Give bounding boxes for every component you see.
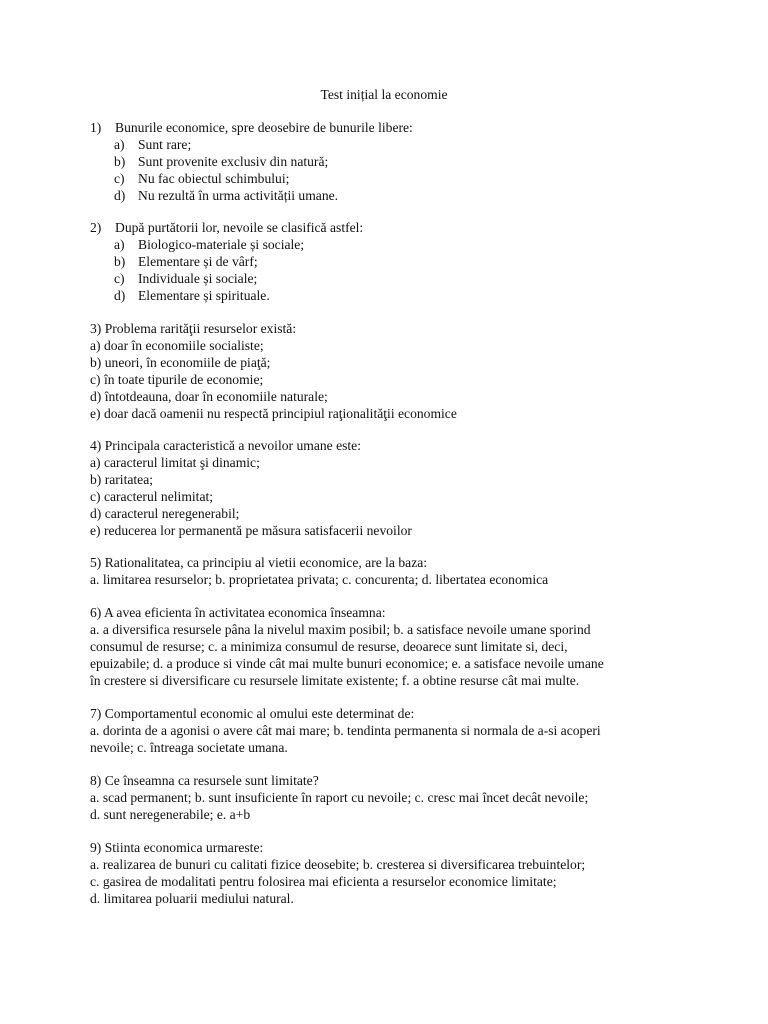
option-label: d) xyxy=(114,288,126,303)
option-item xyxy=(90,287,690,304)
option-text: Elementare și de vârf; xyxy=(138,254,258,269)
option-item xyxy=(90,136,690,153)
question-text: Bunurile economice, spre deosebire de bunurile libere: xyxy=(115,120,413,135)
answer-line: d) caracterul neregenerabil; xyxy=(90,506,240,521)
question-6 xyxy=(90,604,690,689)
question-text: 3) Problema rarităţii resurselor există: xyxy=(90,321,297,336)
answer-line: nevoile; c. întreaga societate umana. xyxy=(90,740,288,755)
option-text: Individuale și sociale; xyxy=(138,271,258,286)
answer-line: a. a diversifica resursele pâna la nivelul maxim posibil; b. a satisface nevoile umane sporind xyxy=(90,622,591,637)
answer-line: a) caracterul limitat şi dinamic; xyxy=(90,455,260,470)
question-2 xyxy=(90,219,690,304)
answer-line: d) întotdeauna, doar în economiile naturale; xyxy=(90,389,328,404)
answer-line: e) doar dacă oamenii nu respectă principiul raţionalităţii economice xyxy=(90,406,457,421)
option-item xyxy=(90,187,690,204)
option-label: b) xyxy=(114,254,126,269)
answer-line: a) doar în economiile socialiste; xyxy=(90,338,264,353)
question-number: 1) xyxy=(90,120,102,135)
question-7 xyxy=(90,705,690,756)
answer-line: c) caracterul nelimitat; xyxy=(90,489,214,504)
option-item xyxy=(90,170,690,187)
option-item xyxy=(90,270,690,287)
answer-line: a. limitarea resurselor; b. proprietatea privata; c. concurenta; d. libertatea economica xyxy=(90,572,549,587)
answer-line: b) uneori, în economiile de piaţă; xyxy=(90,355,271,370)
question-2-header xyxy=(90,219,690,236)
option-text: Elementare și spirituale. xyxy=(138,288,270,303)
option-text: Biologico-materiale și sociale; xyxy=(138,237,305,252)
option-text: Nu rezultă în urma activității umane. xyxy=(138,188,339,203)
option-label: a) xyxy=(114,237,125,252)
answer-line: în crestere si diversificare cu resursele limitate existente; f. a obtine resurse cât mai multe. xyxy=(90,673,580,688)
answer-line: c) în toate tipurile de economie; xyxy=(90,372,264,387)
answer-line: d. sunt neregenerabile; e. a+b xyxy=(90,807,251,822)
option-label: c) xyxy=(114,171,125,186)
question-text: 8) Ce înseamna ca resursele sunt limitate? xyxy=(90,773,319,788)
answer-line: a. dorinta de a agonisi o avere cât mai mare; b. tendinta permanenta si normala de a-si acoperi xyxy=(90,723,601,738)
question-8 xyxy=(90,772,690,823)
option-label: c) xyxy=(114,271,125,286)
question-4 xyxy=(90,437,690,539)
answer-line: c. gasirea de modalitati pentru folosirea mai eficienta a resurselor economice limitate; xyxy=(90,874,557,889)
answer-line: epuizabile; d. a produce si vinde cât mai multe bunuri economice; e. a satisface nevoile umane xyxy=(90,656,604,671)
option-list xyxy=(90,236,690,304)
option-label: b) xyxy=(114,154,126,169)
option-item xyxy=(90,236,690,253)
option-item xyxy=(90,153,690,170)
question-text: 7) Comportamentul economic al omului este determinat de: xyxy=(90,706,415,721)
question-text: După purtătorii lor, nevoile se clasifică astfel: xyxy=(115,220,364,235)
question-text: 5) Rationalitatea, ca principiu al vietii economice, are la baza: xyxy=(90,555,428,570)
question-text: 4) Principala caracteristică a nevoilor umane este: xyxy=(90,438,361,453)
question-1 xyxy=(90,119,690,204)
question-9 xyxy=(90,839,690,907)
answer-line: e) reducerea lor permanentă pe măsura satisfacerii nevoilor xyxy=(90,523,412,538)
option-label: d) xyxy=(114,188,126,203)
answer-line: a. scad permanent; b. sunt insuficiente în raport cu nevoile; c. cresc mai încet decât nevoile; xyxy=(90,790,589,805)
option-list xyxy=(90,136,690,204)
answer-line: a. realizarea de bunuri cu calitati fizice deosebite; b. cresterea si diversificarea trebuintelor; xyxy=(90,857,586,872)
answer-line: d. limitarea poluarii mediului natural. xyxy=(90,891,294,906)
page-title: Test inițial la economie xyxy=(320,87,448,102)
option-text: Sunt rare; xyxy=(138,137,192,152)
question-number: 2) xyxy=(90,220,102,235)
question-text: 6) A avea eficienta în activitatea economica înseamna: xyxy=(90,605,386,620)
question-text: 9) Stiinta economica urmareste: xyxy=(90,840,264,855)
answer-line: b) raritatea; xyxy=(90,472,154,487)
question-5 xyxy=(90,554,690,588)
option-text: Sunt provenite exclusiv din natură; xyxy=(138,154,329,169)
option-text: Nu fac obiectul schimbului; xyxy=(138,171,290,186)
question-3 xyxy=(90,320,690,422)
option-label: a) xyxy=(114,137,125,152)
answer-line: consumul de resurse; c. a minimiza consumul de resurse, deoarece sunt limitate si, deci, xyxy=(90,639,568,654)
question-1-header xyxy=(90,119,690,136)
option-item xyxy=(90,253,690,270)
